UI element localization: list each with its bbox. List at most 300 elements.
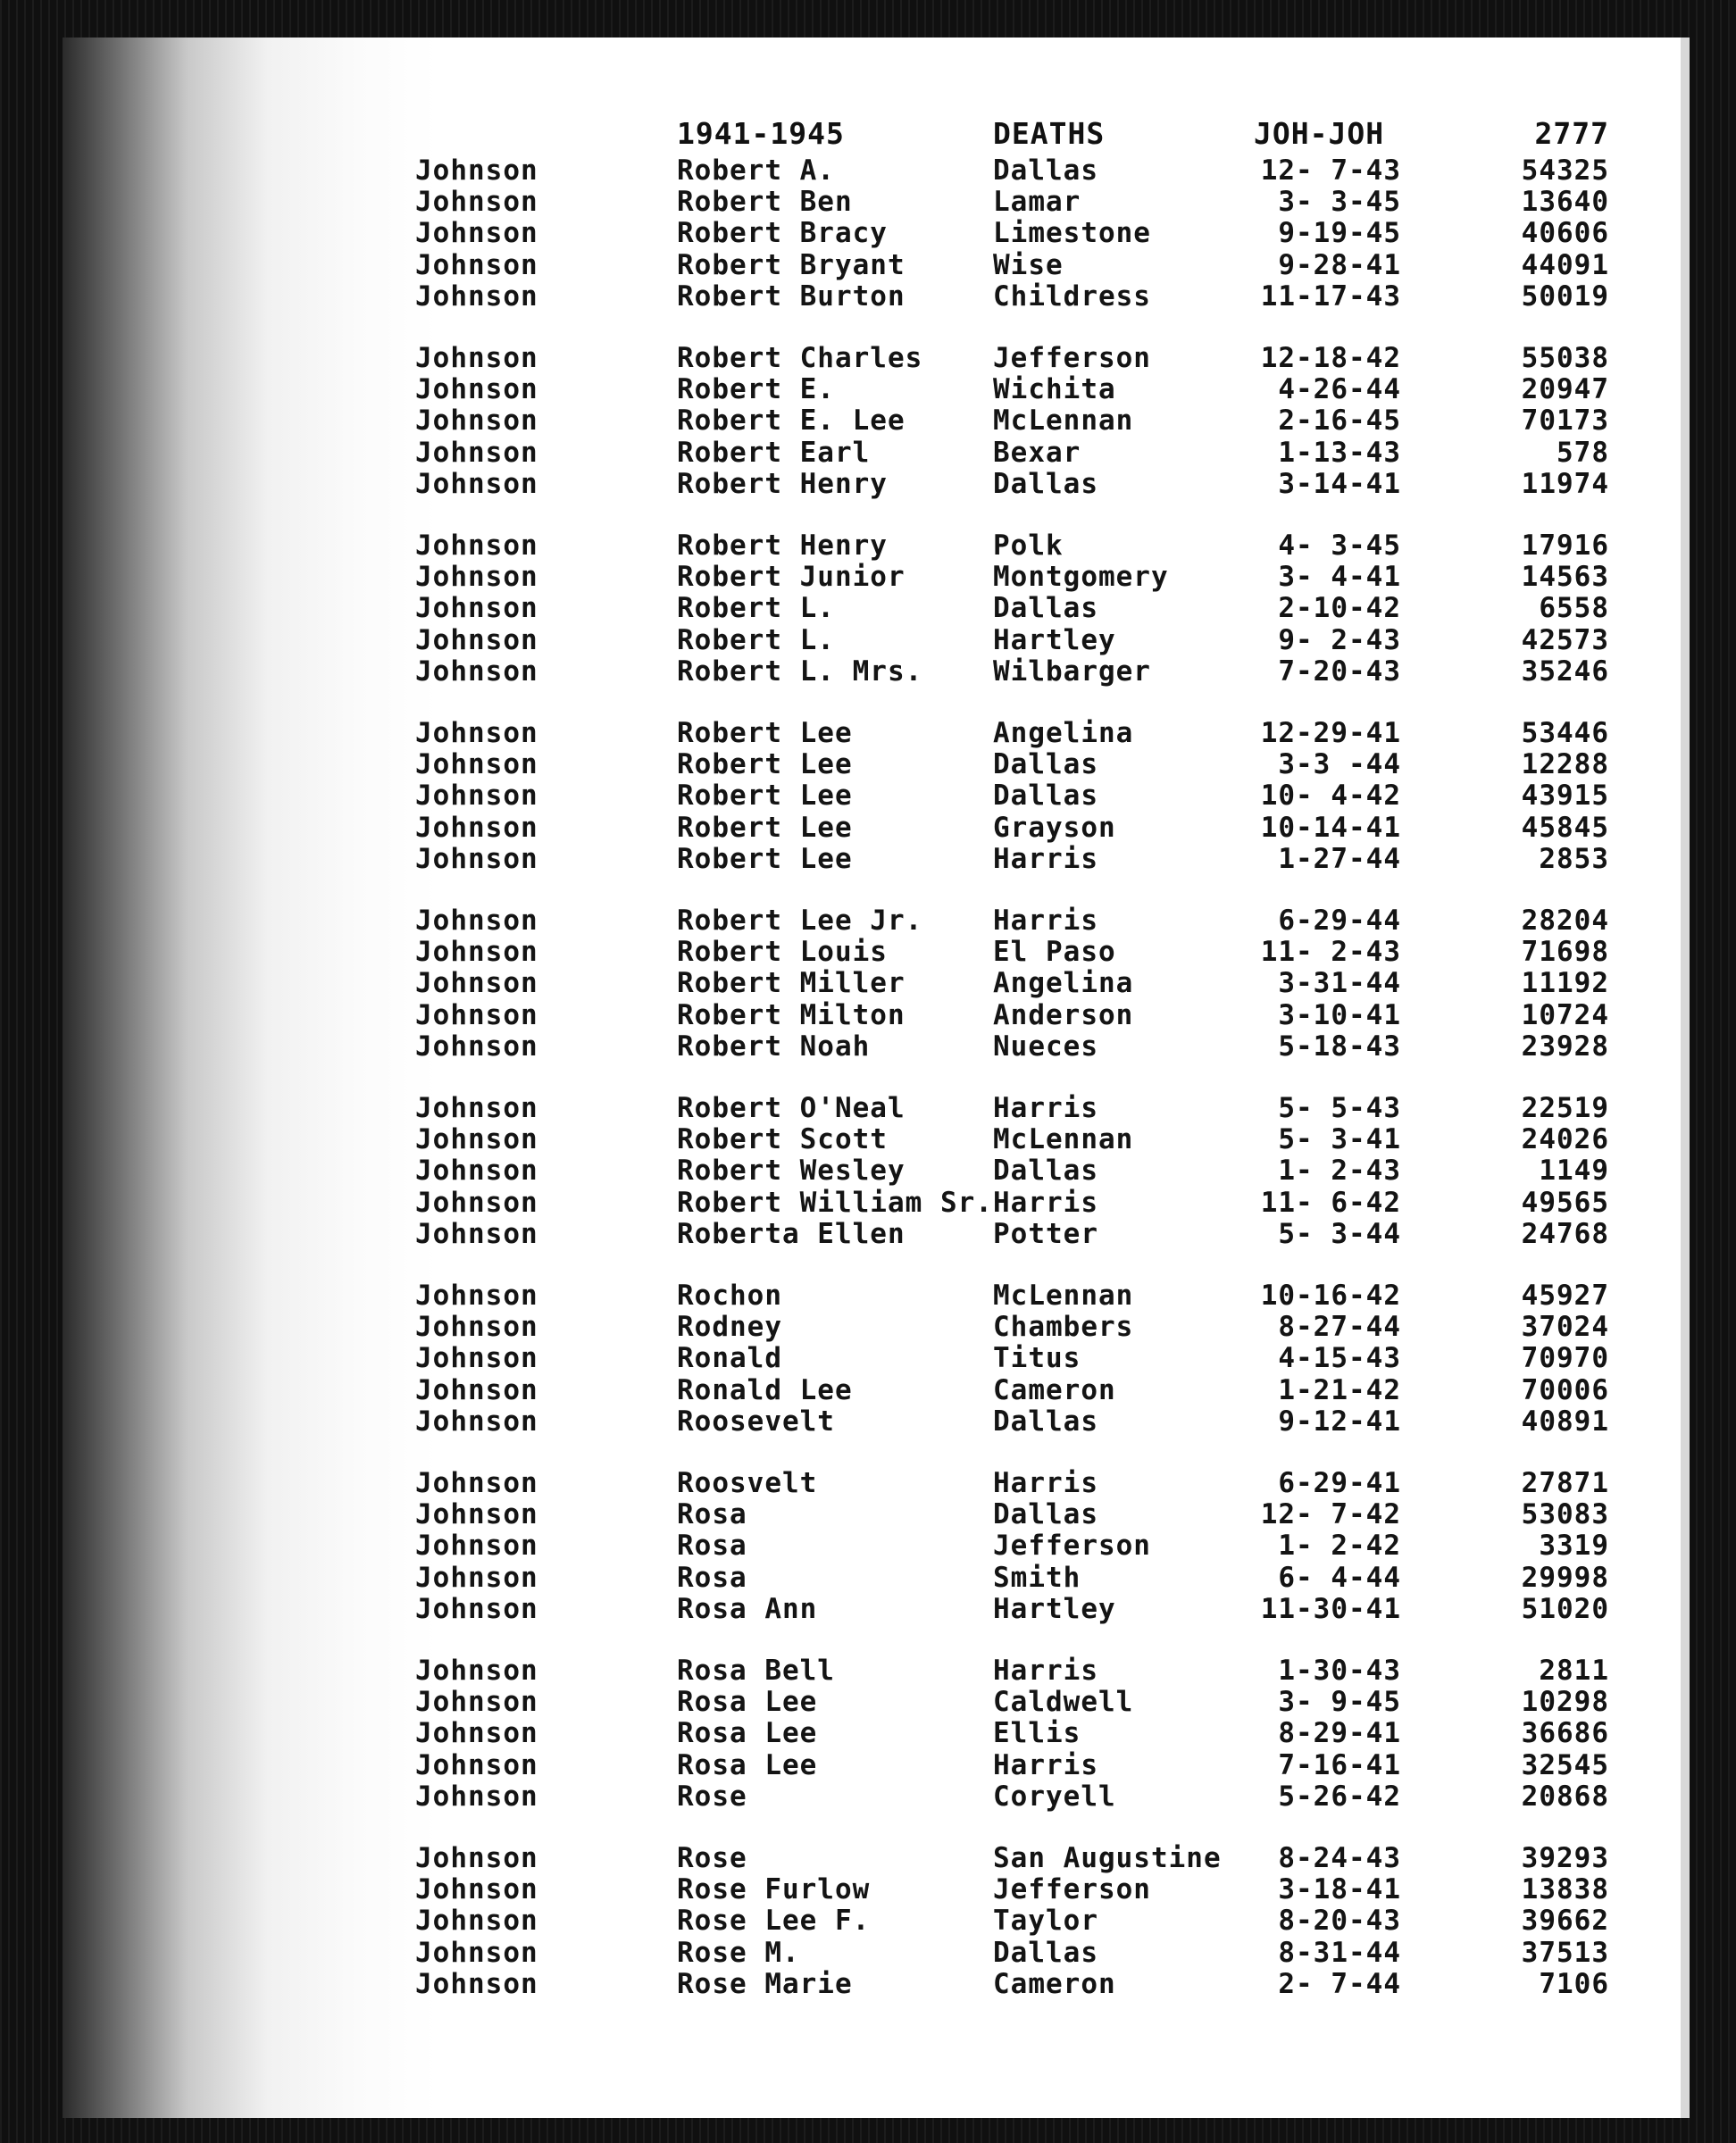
county: Dallas: [993, 1498, 1098, 1531]
surname: Johnson: [415, 842, 538, 875]
death-date: 5-26-42: [1278, 1780, 1401, 1813]
given-name: Rodney: [677, 1311, 782, 1344]
record-row: [63, 1406, 1690, 1437]
given-name: Robert Henry: [677, 467, 888, 500]
certificate-number: 28204: [1521, 905, 1609, 937]
record-row: [63, 1563, 1690, 1593]
surname: Johnson: [415, 1936, 538, 1969]
record-row: [63, 1530, 1690, 1561]
county: McLennan: [993, 404, 1134, 438]
record-row: [63, 593, 1690, 623]
record-row: [63, 1188, 1690, 1218]
given-name: Rosa Lee: [677, 1686, 818, 1719]
certificate-number: 44091: [1521, 248, 1609, 281]
surname: Johnson: [415, 967, 538, 1000]
certificate-number: 2853: [1539, 842, 1609, 875]
header-record-type: DEATHS: [993, 116, 1106, 151]
county: Dallas: [993, 780, 1098, 813]
surname: Johnson: [415, 811, 538, 844]
given-name: Robert Wesley: [677, 1155, 906, 1188]
certificate-number: 39293: [1521, 1842, 1609, 1874]
given-name: Roosevelt: [677, 1405, 835, 1438]
certificate-number: 40606: [1521, 217, 1609, 250]
record-row: [63, 905, 1690, 936]
county: Childress: [993, 279, 1151, 313]
record-row: [63, 813, 1690, 843]
given-name: Ronald Lee: [677, 1373, 853, 1406]
county: Dallas: [993, 1405, 1098, 1438]
certificate-number: 70173: [1521, 404, 1609, 438]
record-row: [63, 187, 1690, 217]
certificate-number: 13838: [1521, 1873, 1609, 1906]
surname: Johnson: [415, 1123, 538, 1156]
given-name: Robert L.: [677, 592, 835, 625]
county: Harris: [993, 905, 1098, 937]
record-row: [63, 1468, 1690, 1498]
county: Hartley: [993, 623, 1116, 656]
death-date: 12- 7-42: [1260, 1498, 1401, 1531]
county: Titus: [993, 1342, 1081, 1375]
certificate-number: 53083: [1521, 1498, 1609, 1531]
given-name: Rose Marie: [677, 1967, 853, 2000]
county: Dallas: [993, 1936, 1098, 1969]
certificate-number: 11974: [1521, 467, 1609, 500]
county: Coryell: [993, 1780, 1116, 1813]
county: Jefferson: [993, 342, 1151, 374]
given-name: Rosa Ann: [677, 1592, 818, 1625]
given-name: Robert Bryant: [677, 248, 906, 281]
page-edge: [1681, 38, 1690, 2118]
death-date: 3- 3-45: [1278, 186, 1401, 219]
record-row: [63, 749, 1690, 780]
record-row: [63, 1093, 1690, 1123]
death-date: 9- 2-43: [1278, 623, 1401, 656]
death-date: 1- 2-43: [1278, 1155, 1401, 1188]
county: Chambers: [993, 1311, 1134, 1344]
given-name: Robert A.: [677, 154, 835, 187]
county: Smith: [993, 1561, 1081, 1594]
record-row: [63, 1874, 1690, 1905]
county: McLennan: [993, 1280, 1134, 1312]
given-name: Robert Henry: [677, 529, 888, 562]
death-date: 8-31-44: [1278, 1936, 1401, 1969]
record-row: [63, 1343, 1690, 1373]
death-date: 3-31-44: [1278, 967, 1401, 1000]
county: Potter: [993, 1217, 1098, 1250]
certificate-number: 36686: [1521, 1717, 1609, 1750]
certificate-number: 32545: [1521, 1748, 1609, 1781]
county: Grayson: [993, 811, 1116, 844]
surname: Johnson: [415, 1561, 538, 1594]
death-date: 11- 6-42: [1260, 1186, 1401, 1219]
given-name: Robert Louis: [677, 936, 888, 969]
death-date: 11- 2-43: [1260, 936, 1401, 969]
death-date: 9-12-41: [1278, 1405, 1401, 1438]
county: Nueces: [993, 1030, 1098, 1063]
given-name: Rose Lee F.: [677, 1905, 871, 1938]
surname: Johnson: [415, 1342, 538, 1375]
certificate-number: 11192: [1521, 967, 1609, 1000]
death-date: 12- 7-43: [1260, 154, 1401, 187]
county: Harris: [993, 1748, 1098, 1781]
death-date: 2-10-42: [1278, 592, 1401, 625]
given-name: Rochon: [677, 1280, 782, 1312]
certificate-number: 27871: [1521, 1467, 1609, 1499]
record-row: [63, 1000, 1690, 1030]
surname: Johnson: [415, 1092, 538, 1124]
record-row: [63, 1718, 1690, 1748]
county: Cameron: [993, 1967, 1116, 2000]
county: Taylor: [993, 1905, 1098, 1938]
surname: Johnson: [415, 1717, 538, 1750]
record-row: [63, 374, 1690, 404]
certificate-number: 23928: [1521, 1030, 1609, 1063]
county: Harris: [993, 1186, 1098, 1219]
county: Harris: [993, 1467, 1098, 1499]
given-name: Roberta Ellen: [677, 1217, 906, 1250]
death-date: 1-21-42: [1278, 1373, 1401, 1406]
certificate-number: 29998: [1521, 1561, 1609, 1594]
surname: Johnson: [415, 1280, 538, 1312]
record-row: [63, 218, 1690, 248]
surname: Johnson: [415, 1842, 538, 1874]
certificate-number: 3319: [1539, 1530, 1609, 1563]
county: Lamar: [993, 186, 1081, 219]
given-name: Robert Lee: [677, 717, 853, 749]
county: Wichita: [993, 373, 1116, 406]
given-name: Robert E. Lee: [677, 404, 906, 438]
certificate-number: 35246: [1521, 655, 1609, 688]
given-name: Rose: [677, 1780, 747, 1813]
death-date: 1- 2-42: [1278, 1530, 1401, 1563]
record-row: [63, 1750, 1690, 1780]
county: Montgomery: [993, 561, 1169, 594]
death-date: 5- 3-44: [1278, 1217, 1401, 1250]
record-row: [63, 530, 1690, 561]
death-date: 10-14-41: [1260, 811, 1401, 844]
county: Dallas: [993, 1155, 1098, 1188]
county: Polk: [993, 529, 1064, 562]
given-name: Robert L. Mrs.: [677, 655, 923, 688]
death-date: 5- 3-41: [1278, 1123, 1401, 1156]
record-row: [63, 1969, 1690, 1999]
death-date: 4-26-44: [1278, 373, 1401, 406]
death-date: 1-30-43: [1278, 1655, 1401, 1687]
given-name: Rose M.: [677, 1936, 800, 1969]
record-row: [63, 1155, 1690, 1186]
surname: Johnson: [415, 936, 538, 969]
given-name: Robert Noah: [677, 1030, 871, 1063]
death-date: 8-27-44: [1278, 1311, 1401, 1344]
given-name: Robert Earl: [677, 436, 871, 469]
record-row: [63, 343, 1690, 373]
certificate-number: 51020: [1521, 1592, 1609, 1625]
certificate-number: 53446: [1521, 717, 1609, 749]
certificate-number: 17916: [1521, 529, 1609, 562]
given-name: Rosa Bell: [677, 1655, 835, 1687]
certificate-number: 37024: [1521, 1311, 1609, 1344]
record-row: [63, 1781, 1690, 1812]
certificate-number: 12288: [1521, 748, 1609, 781]
death-date: 8-29-41: [1278, 1717, 1401, 1750]
record-row: [63, 281, 1690, 312]
ledger-page: [63, 38, 1690, 2118]
surname: Johnson: [415, 248, 538, 281]
death-date: 4-15-43: [1278, 1342, 1401, 1375]
surname: Johnson: [415, 186, 538, 219]
record-row: [63, 1905, 1690, 1936]
record-row: [63, 562, 1690, 592]
certificate-number: 45845: [1521, 811, 1609, 844]
surname: Johnson: [415, 1873, 538, 1906]
given-name: Robert E.: [677, 373, 835, 406]
county: Angelina: [993, 967, 1134, 1000]
death-date: 12-18-42: [1260, 342, 1401, 374]
given-name: Robert Bracy: [677, 217, 888, 250]
record-row: [63, 1655, 1690, 1686]
county: San Augustine: [993, 1842, 1222, 1874]
given-name: Robert Lee: [677, 780, 853, 813]
surname: Johnson: [415, 592, 538, 625]
certificate-number: 14563: [1521, 561, 1609, 594]
death-date: 5-18-43: [1278, 1030, 1401, 1063]
county: Caldwell: [993, 1686, 1134, 1719]
death-date: 3-14-41: [1278, 467, 1401, 500]
death-date: 6-29-41: [1278, 1467, 1401, 1499]
county: Wise: [993, 248, 1064, 281]
header-name-range: JOH-JOH: [1254, 116, 1385, 151]
record-row: [63, 1375, 1690, 1405]
given-name: Ronald: [677, 1342, 782, 1375]
county: El Paso: [993, 936, 1116, 969]
certificate-number: 7106: [1539, 1967, 1609, 2000]
death-date: 10- 4-42: [1260, 780, 1401, 813]
certificate-number: 54325: [1521, 154, 1609, 187]
record-row: [63, 1843, 1690, 1873]
certificate-number: 45927: [1521, 1280, 1609, 1312]
surname: Johnson: [415, 655, 538, 688]
given-name: Rosa: [677, 1498, 747, 1531]
death-date: 8-24-43: [1278, 1842, 1401, 1874]
county: Dallas: [993, 592, 1098, 625]
county: Cameron: [993, 1373, 1116, 1406]
certificate-number: 13640: [1521, 186, 1609, 219]
surname: Johnson: [415, 404, 538, 438]
death-date: 7-16-41: [1278, 1748, 1401, 1781]
record-row: [63, 968, 1690, 998]
certificate-number: 50019: [1521, 279, 1609, 313]
record-row: [63, 656, 1690, 687]
death-date: 6- 4-44: [1278, 1561, 1401, 1594]
record-row: [63, 718, 1690, 748]
given-name: Robert Miller: [677, 967, 906, 1000]
record-row: [63, 438, 1690, 468]
surname: Johnson: [415, 748, 538, 781]
certificate-number: 40891: [1521, 1405, 1609, 1438]
record-row: [63, 250, 1690, 280]
record-row: [63, 1499, 1690, 1530]
surname: Johnson: [415, 1186, 538, 1219]
record-row: [63, 1687, 1690, 1717]
county: Dallas: [993, 467, 1098, 500]
surname: Johnson: [415, 217, 538, 250]
surname: Johnson: [415, 373, 538, 406]
record-row: [63, 155, 1690, 186]
death-date: 7-20-43: [1278, 655, 1401, 688]
given-name: Rosa Lee: [677, 1748, 818, 1781]
record-row: [63, 1219, 1690, 1249]
death-date: 3-3 -44: [1278, 748, 1401, 781]
surname: Johnson: [415, 1748, 538, 1781]
certificate-number: 10724: [1521, 998, 1609, 1031]
given-name: Robert Lee: [677, 842, 853, 875]
certificate-number: 55038: [1521, 342, 1609, 374]
death-date: 3-10-41: [1278, 998, 1401, 1031]
given-name: Rose Furlow: [677, 1873, 871, 1906]
death-date: 2- 7-44: [1278, 1967, 1401, 2000]
certificate-number: 42573: [1521, 623, 1609, 656]
county: Limestone: [993, 217, 1151, 250]
surname: Johnson: [415, 905, 538, 937]
surname: Johnson: [415, 467, 538, 500]
given-name: Rosa: [677, 1530, 747, 1563]
death-date: 3- 9-45: [1278, 1686, 1401, 1719]
death-date: 9-28-41: [1278, 248, 1401, 281]
county: Jefferson: [993, 1873, 1151, 1906]
county: Wilbarger: [993, 655, 1151, 688]
given-name: Robert Milton: [677, 998, 906, 1031]
given-name: Robert William Sr.: [677, 1186, 993, 1219]
certificate-number: 43915: [1521, 780, 1609, 813]
county: Dallas: [993, 748, 1098, 781]
surname: Johnson: [415, 1311, 538, 1344]
surname: Johnson: [415, 1780, 538, 1813]
death-date: 10-16-42: [1260, 1280, 1401, 1312]
certificate-number: 10298: [1521, 1686, 1609, 1719]
county: Bexar: [993, 436, 1081, 469]
surname: Johnson: [415, 529, 538, 562]
certificate-number: 70970: [1521, 1342, 1609, 1375]
county: Harris: [993, 1092, 1098, 1124]
surname: Johnson: [415, 342, 538, 374]
given-name: Rose: [677, 1842, 747, 1874]
surname: Johnson: [415, 780, 538, 813]
given-name: Roosvelt: [677, 1467, 818, 1499]
record-row: [63, 937, 1690, 967]
page-header: [63, 116, 1690, 152]
given-name: Robert Junior: [677, 561, 906, 594]
county: Anderson: [993, 998, 1134, 1031]
death-date: 4- 3-45: [1278, 529, 1401, 562]
death-date: 1-13-43: [1278, 436, 1401, 469]
death-date: 6-29-44: [1278, 905, 1401, 937]
given-name: Robert O'Neal: [677, 1092, 906, 1124]
header-page-number: 2777: [1534, 116, 1609, 151]
county: Harris: [993, 1655, 1098, 1687]
record-row: [63, 1938, 1690, 1968]
surname: Johnson: [415, 279, 538, 313]
county: Dallas: [993, 154, 1098, 187]
given-name: Robert L.: [677, 623, 835, 656]
given-name: Rosa: [677, 1561, 747, 1594]
record-row: [63, 405, 1690, 436]
given-name: Robert Burton: [677, 279, 906, 313]
record-row: [63, 1031, 1690, 1062]
death-date: 12-29-41: [1260, 717, 1401, 749]
record-row: [63, 1312, 1690, 1342]
surname: Johnson: [415, 1530, 538, 1563]
surname: Johnson: [415, 1030, 538, 1063]
given-name: Robert Ben: [677, 186, 853, 219]
death-date: 2-16-45: [1278, 404, 1401, 438]
county: Harris: [993, 842, 1098, 875]
death-date: 9-19-45: [1278, 217, 1401, 250]
surname: Johnson: [415, 436, 538, 469]
surname: Johnson: [415, 1405, 538, 1438]
surname: Johnson: [415, 998, 538, 1031]
surname: Johnson: [415, 1498, 538, 1531]
surname: Johnson: [415, 1592, 538, 1625]
record-row: [63, 780, 1690, 811]
county: Angelina: [993, 717, 1134, 749]
surname: Johnson: [415, 717, 538, 749]
certificate-number: 24768: [1521, 1217, 1609, 1250]
death-date: 11-17-43: [1260, 279, 1401, 313]
surname: Johnson: [415, 1905, 538, 1938]
header-years: 1941-1945: [677, 116, 845, 151]
surname: Johnson: [415, 1217, 538, 1250]
certificate-number: 37513: [1521, 1936, 1609, 1969]
county: McLennan: [993, 1123, 1134, 1156]
record-row: [63, 1594, 1690, 1624]
death-date: 3- 4-41: [1278, 561, 1401, 594]
certificate-number: 20868: [1521, 1780, 1609, 1813]
certificate-number: 39662: [1521, 1905, 1609, 1938]
certificate-number: 578: [1557, 436, 1609, 469]
record-row: [63, 469, 1690, 499]
certificate-number: 1149: [1539, 1155, 1609, 1188]
certificate-number: 2811: [1539, 1655, 1609, 1687]
certificate-number: 6558: [1539, 592, 1609, 625]
death-date: 5- 5-43: [1278, 1092, 1401, 1124]
given-name: Robert Lee: [677, 811, 853, 844]
death-date: 8-20-43: [1278, 1905, 1401, 1938]
record-row: [63, 1280, 1690, 1311]
given-name: Robert Charles: [677, 342, 923, 374]
certificate-number: 71698: [1521, 936, 1609, 969]
surname: Johnson: [415, 623, 538, 656]
certificate-number: 49565: [1521, 1186, 1609, 1219]
surname: Johnson: [415, 561, 538, 594]
record-row: [63, 844, 1690, 874]
death-date: 1-27-44: [1278, 842, 1401, 875]
death-date: 11-30-41: [1260, 1592, 1401, 1625]
death-date: 3-18-41: [1278, 1873, 1401, 1906]
record-row: [63, 625, 1690, 655]
given-name: Robert Lee Jr.: [677, 905, 923, 937]
given-name: Robert Lee: [677, 748, 853, 781]
certificate-number: 24026: [1521, 1123, 1609, 1156]
county: Ellis: [993, 1717, 1081, 1750]
certificate-number: 20947: [1521, 373, 1609, 406]
surname: Johnson: [415, 154, 538, 187]
county: Hartley: [993, 1592, 1116, 1625]
given-name: Rosa Lee: [677, 1717, 818, 1750]
given-name: Robert Scott: [677, 1123, 888, 1156]
county: Jefferson: [993, 1530, 1151, 1563]
surname: Johnson: [415, 1467, 538, 1499]
surname: Johnson: [415, 1967, 538, 2000]
